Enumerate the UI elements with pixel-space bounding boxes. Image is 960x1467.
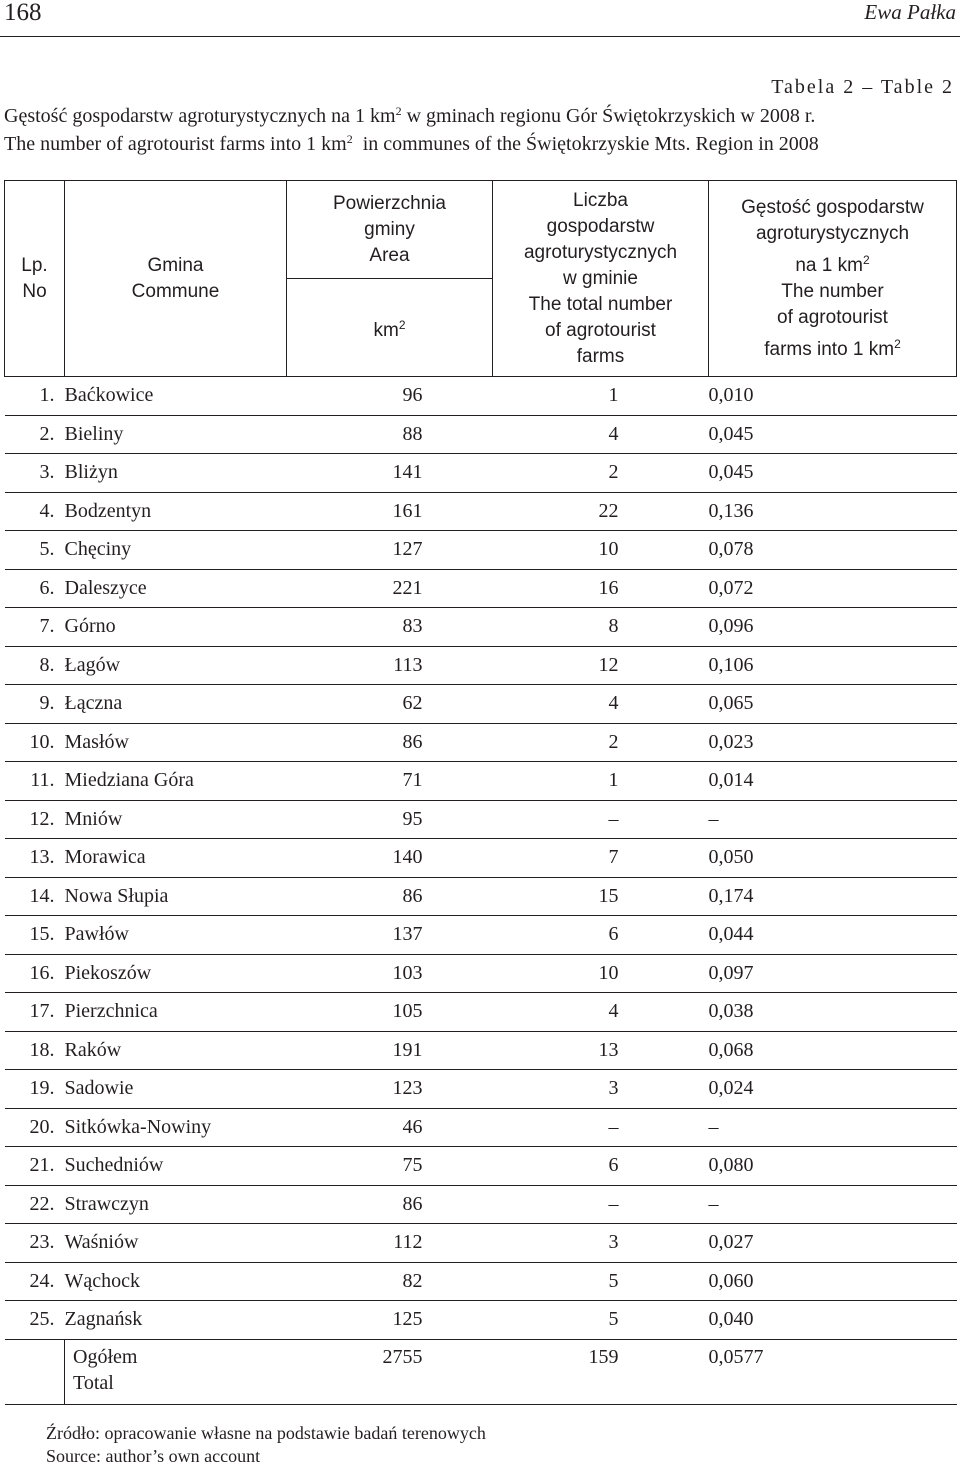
area-km2: 191 bbox=[287, 1031, 493, 1070]
farm-count: 13 bbox=[493, 1031, 709, 1070]
table-row bbox=[5, 531, 957, 570]
row-number: 12. bbox=[5, 800, 65, 839]
farm-density: – bbox=[709, 1108, 957, 1147]
row-number: 7. bbox=[5, 608, 65, 647]
table-row bbox=[5, 1224, 957, 1263]
header-density: Gęstość gospodarstw agroturystycznych na 1 $km^2$ The number of agrotourist farms into 1 $km^2$ bbox=[709, 181, 957, 377]
row-number: 18. bbox=[5, 1031, 65, 1070]
total-farms: 159 bbox=[493, 1339, 709, 1404]
area-km2: 95 bbox=[287, 800, 493, 839]
farm-count: 5 bbox=[493, 1301, 709, 1340]
row-number: 3. bbox=[5, 454, 65, 493]
area-km2: 82 bbox=[287, 1262, 493, 1301]
table-label: Tabela 2 – Table 2 bbox=[771, 76, 954, 98]
farm-density: 0,044 bbox=[709, 916, 957, 955]
commune-name: Łączna bbox=[65, 685, 287, 724]
source-note-polish: Źródło: opracowanie własne na podstawie badań terenowych bbox=[46, 1423, 486, 1443]
farm-density: 0,038 bbox=[709, 993, 957, 1032]
row-number: 17. bbox=[5, 993, 65, 1032]
table-row bbox=[5, 415, 957, 454]
header-farms: Liczba gospodarstw agroturystycznych w gminie The total number of agrotourist farms bbox=[493, 181, 709, 377]
area-km2: 96 bbox=[287, 377, 493, 416]
area-km2: 86 bbox=[287, 877, 493, 916]
page-number: 168 bbox=[4, 0, 42, 26]
commune-name: Daleszyce bbox=[65, 569, 287, 608]
area-km2: 221 bbox=[287, 569, 493, 608]
farm-count: 22 bbox=[493, 492, 709, 531]
farm-count: 4 bbox=[493, 415, 709, 454]
area-km2: 103 bbox=[287, 954, 493, 993]
table-row bbox=[5, 685, 957, 724]
table-row bbox=[5, 1262, 957, 1301]
commune-name: Górno bbox=[65, 608, 287, 647]
area-km2: 88 bbox=[287, 415, 493, 454]
table-row bbox=[5, 569, 957, 608]
farm-density: 0,174 bbox=[709, 877, 957, 916]
commune-name: Strawczyn bbox=[65, 1185, 287, 1224]
farm-count: 15 bbox=[493, 877, 709, 916]
commune-name: Masłów bbox=[65, 723, 287, 762]
row-number: 5. bbox=[5, 531, 65, 570]
row-number: 14. bbox=[5, 877, 65, 916]
farm-density: – bbox=[709, 800, 957, 839]
row-number: 16. bbox=[5, 954, 65, 993]
farm-density: 0,078 bbox=[709, 531, 957, 570]
row-number: 8. bbox=[5, 646, 65, 685]
table-row bbox=[5, 723, 957, 762]
caption-english: The number of agrotourist farms into 1 $km^2$ in communes of the Świętokrzyskie Mts. Region in 2008 bbox=[4, 132, 819, 155]
area-km2: 123 bbox=[287, 1070, 493, 1109]
row-number: 10. bbox=[5, 723, 65, 762]
area-km2: 62 bbox=[287, 685, 493, 724]
table-row bbox=[5, 608, 957, 647]
table-row bbox=[5, 1301, 957, 1340]
total-row bbox=[5, 1339, 957, 1404]
farm-density: 0,023 bbox=[709, 723, 957, 762]
farm-count: – bbox=[493, 1185, 709, 1224]
row-number: 21. bbox=[5, 1147, 65, 1186]
total-empty-cell bbox=[5, 1339, 65, 1404]
row-number: 22. bbox=[5, 1185, 65, 1224]
commune-name: Bliżyn bbox=[65, 454, 287, 493]
farm-count: 3 bbox=[493, 1070, 709, 1109]
farm-density: 0,010 bbox=[709, 377, 957, 416]
farm-density: 0,096 bbox=[709, 608, 957, 647]
table-row bbox=[5, 993, 957, 1032]
farm-count: 5 bbox=[493, 1262, 709, 1301]
area-km2: 141 bbox=[287, 454, 493, 493]
row-number: 9. bbox=[5, 685, 65, 724]
farm-count: 10 bbox=[493, 531, 709, 570]
farm-count: 10 bbox=[493, 954, 709, 993]
row-number: 20. bbox=[5, 1108, 65, 1147]
row-number: 25. bbox=[5, 1301, 65, 1340]
table-row bbox=[5, 646, 957, 685]
running-header bbox=[0, 0, 960, 37]
farm-count: 2 bbox=[493, 723, 709, 762]
row-number: 6. bbox=[5, 569, 65, 608]
farm-count: – bbox=[493, 800, 709, 839]
table-row bbox=[5, 800, 957, 839]
farm-count: 6 bbox=[493, 1147, 709, 1186]
row-number: 1. bbox=[5, 377, 65, 416]
farm-count: 6 bbox=[493, 916, 709, 955]
farm-count: 4 bbox=[493, 993, 709, 1032]
table-row bbox=[5, 1108, 957, 1147]
table-row bbox=[5, 916, 957, 955]
farm-count: 1 bbox=[493, 377, 709, 416]
area-km2: 137 bbox=[287, 916, 493, 955]
area-km2: 140 bbox=[287, 839, 493, 878]
farm-density: 0,136 bbox=[709, 492, 957, 531]
farm-density: 0,097 bbox=[709, 954, 957, 993]
commune-name: Baćkowice bbox=[65, 377, 287, 416]
farm-density: – bbox=[709, 1185, 957, 1224]
commune-name: Wąchock bbox=[65, 1262, 287, 1301]
farm-density: 0,045 bbox=[709, 454, 957, 493]
table-row bbox=[5, 492, 957, 531]
table-row bbox=[5, 1185, 957, 1224]
table-row bbox=[5, 1031, 957, 1070]
table-row bbox=[5, 377, 957, 416]
farm-density: 0,050 bbox=[709, 839, 957, 878]
farm-density: 0,040 bbox=[709, 1301, 957, 1340]
commune-name: Bodzentyn bbox=[65, 492, 287, 531]
farm-count: 4 bbox=[493, 685, 709, 724]
farm-density: 0,027 bbox=[709, 1224, 957, 1263]
header-area-unit: $km^2$ bbox=[287, 279, 493, 377]
farm-density: 0,060 bbox=[709, 1262, 957, 1301]
area-km2: 86 bbox=[287, 1185, 493, 1224]
row-number: 23. bbox=[5, 1224, 65, 1263]
farm-density: 0,065 bbox=[709, 685, 957, 724]
area-km2: 112 bbox=[287, 1224, 493, 1263]
farm-density: 0,045 bbox=[709, 415, 957, 454]
commune-name: Suchedniów bbox=[65, 1147, 287, 1186]
table-row bbox=[5, 762, 957, 801]
row-number: 4. bbox=[5, 492, 65, 531]
commune-name: Miedziana Góra bbox=[65, 762, 287, 801]
area-km2: 125 bbox=[287, 1301, 493, 1340]
farm-count: 8 bbox=[493, 608, 709, 647]
farm-count: 1 bbox=[493, 762, 709, 801]
area-km2: 105 bbox=[287, 993, 493, 1032]
total-density: 0,0577 bbox=[709, 1339, 957, 1404]
commune-name: Chęciny bbox=[65, 531, 287, 570]
farm-count: 3 bbox=[493, 1224, 709, 1263]
commune-name: Morawica bbox=[65, 839, 287, 878]
area-km2: 113 bbox=[287, 646, 493, 685]
total-label bbox=[65, 1339, 287, 1404]
table-row bbox=[5, 1147, 957, 1186]
farm-count: – bbox=[493, 1108, 709, 1147]
row-number: 15. bbox=[5, 916, 65, 955]
table-row bbox=[5, 839, 957, 878]
row-number: 19. bbox=[5, 1070, 65, 1109]
table-row bbox=[5, 1070, 957, 1109]
table-row bbox=[5, 454, 957, 493]
area-km2: 127 bbox=[287, 531, 493, 570]
area-km2: 75 bbox=[287, 1147, 493, 1186]
commune-name: Pierzchnica bbox=[65, 993, 287, 1032]
area-km2: 71 bbox=[287, 762, 493, 801]
commune-name: Sitkówka-Nowiny bbox=[65, 1108, 287, 1147]
farm-density: 0,072 bbox=[709, 569, 957, 608]
commune-name: Waśniów bbox=[65, 1224, 287, 1263]
commune-name: Łagów bbox=[65, 646, 287, 685]
farm-count: 16 bbox=[493, 569, 709, 608]
area-km2: 161 bbox=[287, 492, 493, 531]
row-number: 24. bbox=[5, 1262, 65, 1301]
total-label-pl: Ogółem bbox=[73, 1345, 138, 1368]
farm-density: 0,068 bbox=[709, 1031, 957, 1070]
caption-polish: Gęstość gospodarstw agroturystycznych na 1 $km^2$ w gminach regionu Gór Świętokrzyskich w 2008 r. bbox=[4, 104, 816, 127]
total-label-en: Total bbox=[73, 1371, 114, 1394]
farm-count: 2 bbox=[493, 454, 709, 493]
area-km2: 86 bbox=[287, 723, 493, 762]
area-km2: 83 bbox=[287, 608, 493, 647]
running-author: Ewa Pałka bbox=[864, 0, 956, 24]
farm-density: 0,014 bbox=[709, 762, 957, 801]
farm-density: 0,024 bbox=[709, 1070, 957, 1109]
header-area: Powierzchnia gminy Area bbox=[287, 181, 493, 279]
row-number: 11. bbox=[5, 762, 65, 801]
density-table bbox=[4, 180, 957, 1405]
row-number: 13. bbox=[5, 839, 65, 878]
total-area: 2755 bbox=[287, 1339, 493, 1404]
farm-count: 7 bbox=[493, 839, 709, 878]
table-row bbox=[5, 954, 957, 993]
farm-density: 0,080 bbox=[709, 1147, 957, 1186]
commune-name: Mniów bbox=[65, 800, 287, 839]
row-number: 2. bbox=[5, 415, 65, 454]
commune-name: Bieliny bbox=[65, 415, 287, 454]
area-km2: 46 bbox=[287, 1108, 493, 1147]
commune-name: Pawłów bbox=[65, 916, 287, 955]
commune-name: Nowa Słupia bbox=[65, 877, 287, 916]
header-no: Lp. No bbox=[5, 181, 65, 377]
source-note-english: Source: author’s own account bbox=[46, 1446, 261, 1466]
commune-name: Sadowie bbox=[65, 1070, 287, 1109]
table-row bbox=[5, 877, 957, 916]
header-commune: Gmina Commune bbox=[65, 181, 287, 377]
commune-name: Piekoszów bbox=[65, 954, 287, 993]
farm-density: 0,106 bbox=[709, 646, 957, 685]
farm-count: 12 bbox=[493, 646, 709, 685]
commune-name: Raków bbox=[65, 1031, 287, 1070]
commune-name: Zagnańsk bbox=[65, 1301, 287, 1340]
